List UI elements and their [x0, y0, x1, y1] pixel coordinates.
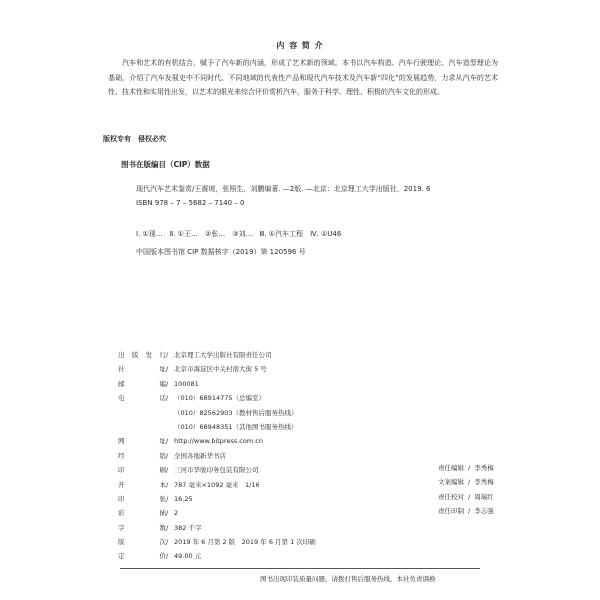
responsible-row: 责任编辑 / 李秀梅: [420, 463, 494, 472]
publishing-value: （010）68914775（总编室）: [174, 394, 265, 403]
publishing-row: 彩 插 / 2: [118, 506, 316, 520]
responsible-row: 责任校对 / 周瑞红: [420, 492, 494, 501]
publishing-row: 经 销 / 全国各地新华书店: [118, 449, 316, 463]
responsible-label: 责任印制: [438, 507, 464, 515]
publishing-value: 382 千字: [174, 523, 202, 532]
publishing-label: 定 价: [118, 552, 166, 561]
publishing-value: 2019 年 6 月第 2 版 2019 年 6 月第 1 次印刷: [174, 538, 316, 547]
publishing-row: [118, 420, 316, 434]
publishing-label: 经 销: [118, 451, 166, 460]
responsible-label: 责任编辑: [438, 464, 464, 472]
publishing-value: （010）82562903（教材售后服务热线）: [174, 408, 298, 417]
publishing-label: 开 本: [118, 480, 166, 489]
publishing-value: 全国各地新华书店: [174, 451, 226, 460]
publishing-value: 北京理工大学出版社有限责任公司: [174, 351, 272, 359]
publishing-row: 网 址 / http://www.bitpress.com.cn: [118, 434, 316, 448]
publishing-value: 16.25: [174, 494, 193, 503]
publishing-label: 版 次: [118, 538, 166, 547]
publishing-value: （010）68948351（其他图书服务热线）: [174, 422, 298, 431]
publishing-value: 49.00 元: [174, 552, 202, 561]
publishing-row: 邮 编 / 100081: [118, 377, 316, 391]
cip-isbn: ISBN 978 – 7 – 5682 – 7140 – 0: [136, 198, 245, 207]
cip-title: 图书在版编目（CIP）数据: [121, 160, 210, 169]
publishing-label: 印 刷: [118, 466, 166, 475]
publishing-label: 网 址: [118, 437, 166, 446]
rights-notice: 版权专有 侵权必究: [103, 135, 166, 143]
publishing-label: 电 话: [118, 394, 166, 403]
publishing-label: 社 址: [118, 365, 166, 374]
publishing-label: [118, 406, 166, 420]
publishing-label: 字 数: [118, 523, 166, 532]
responsible-row: 责任印制 / 李志强: [420, 506, 494, 515]
publishing-row: 字 数 / 382 千字: [118, 521, 316, 535]
responsible-value: 李秀梅: [474, 478, 494, 486]
publishing-row: 电 话 / （010）68914775（总编室）: [118, 391, 316, 405]
responsible-row: 文案编辑 / 李秀梅: [420, 477, 494, 486]
publishing-row: 定 价 / 49.00 元: [118, 549, 316, 563]
footer-divider: [120, 568, 480, 569]
intro-paragraph: 汽车和艺术的有机结合，赋予了汽车新的内涵，形成了艺术新的领域。本书以汽车构造、汽车行驶理论、汽车造型理论为基础，介绍了汽车发展史中不同时代、不同地域的代表性产品和现代汽车技术及汽车新“四化”的发展趋势，力求从汽车的艺术性、技术性和实用性出发，以艺术的眼光来综合评价赏析汽车，服务于科学、理性、积极的汽车文化的形成。: [108, 59, 498, 96]
publishing-row: [118, 406, 316, 420]
responsible-label: 文案编辑: [438, 478, 464, 486]
publishing-label: 印 张: [118, 494, 166, 503]
responsible-value: 周瑞红: [474, 493, 494, 501]
intro-title: 内 容 简 介: [276, 41, 324, 50]
publishing-row: 开 本 / 787 毫米×1092 毫米 1/16: [118, 478, 316, 492]
publishing-value: http://www.bitpress.com.cn: [174, 437, 263, 446]
publishing-value: 北京市海淀区中关村南大街 5 号: [174, 365, 267, 374]
publishing-label: 彩 插: [118, 509, 166, 518]
cip-number: 中国版本图书馆 CIP 数据核字（2019）第 120596 号: [136, 248, 306, 256]
intro-section: [108, 56, 498, 100]
publishing-value: 787 毫米×1092 毫米 1/16: [174, 480, 260, 489]
publishing-value: 100081: [174, 379, 199, 388]
publishing-label: 邮 编: [118, 379, 166, 388]
publishing-label: [118, 420, 166, 434]
publishing-row: 版 次 / 2019 年 6 月第 2 版 2019 年 6 月第 1 次印刷: [118, 535, 316, 549]
publishing-row: 出 版 发 行 / 北京理工大学出版社有限责任公司: [118, 348, 316, 362]
publishing-row: 印 张 / 16.25: [118, 492, 316, 506]
publishing-label: 出 版 发 行: [118, 351, 166, 359]
cip-citation-block: [136, 183, 496, 210]
publishing-info: [118, 348, 316, 564]
footer-notice: 图书出现印装质量问题，请拨打售后服务热线，本社负责调换: [260, 575, 436, 583]
cip-classification: Ⅰ. ①现… Ⅱ. ①王… ②张… ③刘… Ⅲ. ①汽车工程 Ⅳ. ①U46: [136, 230, 342, 238]
publishing-value: 2: [174, 509, 179, 518]
responsible-label: 责任校对: [438, 493, 464, 501]
publishing-value: 三河市华骏印务包装有限公司: [174, 466, 259, 475]
publishing-row: 印 刷 / 三河市华骏印务包装有限公司: [118, 463, 316, 477]
responsible-value: 李秀梅: [474, 464, 494, 472]
publishing-row: 社 址 / 北京市海淀区中关村南大街 5 号: [118, 362, 316, 376]
responsible-value: 李志强: [474, 507, 494, 515]
cip-citation: 现代汽车艺术鉴赏/王震坡，张照生，刘鹏编著. —2版. —北京：北京理工大学出版社，2019. 6: [136, 185, 431, 193]
